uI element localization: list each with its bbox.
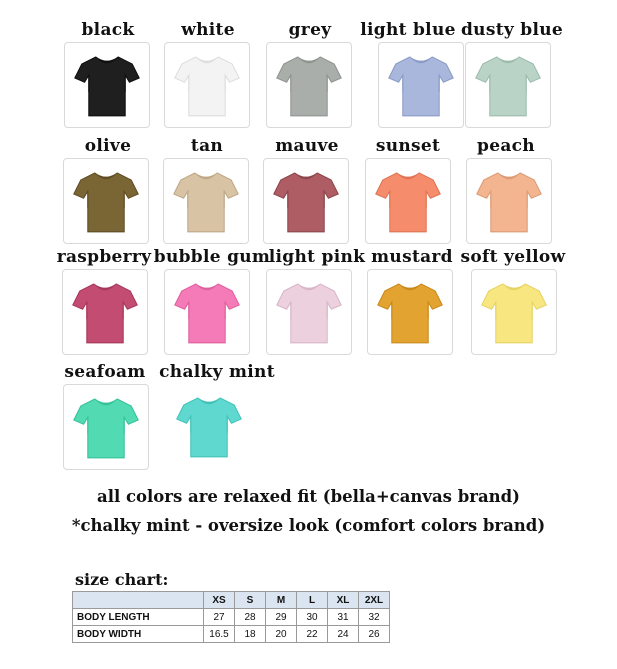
tshirt-icon [72,50,142,120]
header-xl: XL [328,592,359,609]
row-label: BODY WIDTH [73,626,204,643]
color-label: mauve [275,136,339,156]
table-cell: 29 [266,609,297,626]
tshirt-image[interactable] [164,269,250,355]
tshirt-image[interactable] [62,269,148,355]
tshirt-icon [171,166,241,236]
size-chart-table [72,591,390,643]
size-header-row [73,592,390,609]
table-cell: 22 [297,626,328,643]
tshirt-icon [386,50,456,120]
row-label: BODY LENGTH [73,609,204,626]
table-cell: 31 [328,609,359,626]
tshirt-image[interactable] [63,158,149,244]
tshirt-image[interactable] [365,158,451,244]
header-corner [73,592,204,609]
tshirt-image[interactable] [266,42,352,128]
tshirt-image[interactable] [63,384,149,470]
tshirt-icon [274,50,344,120]
table-cell: 27 [204,609,235,626]
oversize-note: *chalky mint - oversize look (comfort colors brand) [71,516,546,535]
color-label: soft yellow [460,247,566,267]
color-label: seafoam [64,362,146,382]
tshirt-icon [70,277,140,347]
color-label: peach [477,136,535,156]
tshirt-image[interactable] [167,384,251,468]
tshirt-image[interactable] [367,269,453,355]
color-label: light blue [360,20,456,40]
tshirt-icon [479,277,549,347]
color-label: black [81,20,135,40]
tshirt-icon [474,166,544,236]
color-label: sunset [375,136,441,156]
tshirt-icon [172,50,242,120]
color-label: bubble gum [153,247,271,267]
table-cell: 28 [235,609,266,626]
tshirt-icon [71,166,141,236]
color-label: chalky mint [159,362,275,382]
header-l: L [297,592,328,609]
color-label: white [181,20,235,40]
tshirt-icon [172,277,242,347]
color-label: tan [190,136,224,156]
color-label: dusty blue [461,20,563,40]
table-cell: 32 [359,609,390,626]
tshirt-image[interactable] [163,158,249,244]
tshirt-icon [473,50,543,120]
color-label: light pink [268,247,366,267]
table-cell: 18 [235,626,266,643]
tshirt-icon [71,392,141,462]
tshirt-icon [373,166,443,236]
tshirt-icon [375,277,445,347]
header-2xl: 2XL [359,592,390,609]
color-label: grey [288,20,332,40]
color-label: mustard [371,247,453,267]
tshirt-image[interactable] [378,42,464,128]
tshirt-icon [274,277,344,347]
table-row [73,626,390,643]
tshirt-icon [174,391,244,461]
fit-note: all colors are relaxed fit (bella+canvas brand) [97,487,520,506]
header-m: M [266,592,297,609]
tshirt-image[interactable] [266,269,352,355]
tshirt-image[interactable] [263,158,349,244]
tshirt-image[interactable] [465,42,551,128]
table-cell: 24 [328,626,359,643]
tshirt-image[interactable] [471,269,557,355]
color-label: raspberry [56,247,152,267]
table-cell: 30 [297,609,328,626]
tshirt-image[interactable] [164,42,250,128]
table-cell: 16.5 [204,626,235,643]
color-label: olive [84,136,132,156]
table-row [73,609,390,626]
table-cell: 20 [266,626,297,643]
tshirt-image[interactable] [466,158,552,244]
table-cell: 26 [359,626,390,643]
tshirt-icon [271,166,341,236]
tshirt-image[interactable] [64,42,150,128]
header-s: S [235,592,266,609]
header-xs: XS [204,592,235,609]
size-chart-title: size chart: [75,570,169,589]
